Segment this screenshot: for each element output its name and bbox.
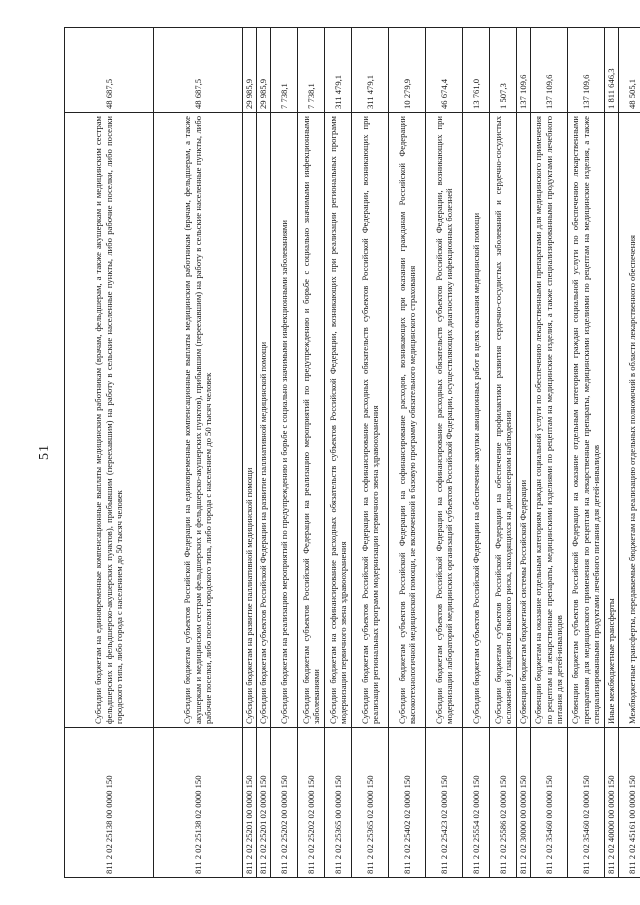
- table-row: [271, 28, 298, 878]
- description-cell: Субсидии бюджетам субъектов Российской Федерации на единовременные компенсационные выплаты медицинским работникам (врачам, фельдшерам, а также акушеркам и медицинским сестрам фельдшерских и фельдшерско-акушерских пунктов), прибывшим (переехавшим) на работу в сельские населенные пункты, либо рабочие поселки, либо поселки городского типа, либо города с населением до 50 тысяч человек: [154, 113, 243, 728]
- amount-cell: 137 109,6: [568, 28, 605, 113]
- budget-code-cell: 811 2 02 25202 02 0000 150: [298, 728, 325, 878]
- table-row: [426, 28, 463, 878]
- description-cell: Субвенции бюджетам бюджетной системы Российской Федерации: [517, 113, 531, 728]
- amount-cell: 13 761,0: [463, 28, 490, 113]
- budget-code-cell: 811 2 02 25402 02 0000 150: [389, 728, 426, 878]
- page-number: 51: [37, 444, 52, 460]
- amount-cell: 7 738,1: [298, 28, 325, 113]
- description-cell: Субсидии бюджетам субъектов Российской Федерации на развитие паллиативной медицинской помощи: [257, 113, 271, 728]
- description-cell: Субсидии бюджетам субъектов Российской Федерации на софинансирование расходных обязательств субъектов Российской Федерации, возникающих при модернизации лабораторий медицинских организаций субъектов Российской Федерации, осуществляющих диагностику инфекционных болезней: [426, 113, 463, 728]
- rotated-table-container: [64, 28, 637, 878]
- amount-cell: 48 505,1: [619, 28, 640, 113]
- budget-code-cell: 811 2 02 40000 00 0000 150: [605, 728, 619, 878]
- description-cell: Субсидии бюджетам на единовременные компенсационные выплаты медицинским работникам (врачам, фельдшерам, а также акушеркам и медицинским сестрам фельдшерских и фельдшерско-акушерских пунктов), прибывшим (переехавшим) на работу в сельские населенные пункты, либо рабочие поселки, либо поселки городского типа, либо города с населением до 50 тысяч человек: [65, 113, 154, 728]
- description-cell: Субсидии бюджетам на реализацию мероприятий по предупреждению и борьбе с социально значимыми инфекционными заболеваниями: [271, 113, 298, 728]
- description-cell: Субсидии бюджетам субъектов Российской Федерации на обеспечение профилактики развития сердечно-сосудистых заболеваний и сердечно-сосудистых осложнений у пациентов высокого риска, находящихся на диспансерном наблюдении: [490, 113, 517, 728]
- budget-code-cell: 811 2 02 35460 02 0000 150: [568, 728, 605, 878]
- table-row: [463, 28, 490, 878]
- table-row: [517, 28, 531, 878]
- description-cell: Субвенции бюджетам субъектов Российской Федерации на оказание отдельным категориям граждан социальной услуги по обеспечению лекарственными препаратами для медицинского применения по рецептам на лекарственные препараты, медицинскими изделиями по рецептам на медицинские изделия, а также специализированными продуктами лечебного питания для детей-инвалидов: [568, 113, 605, 728]
- amount-cell: 46 674,4: [426, 28, 463, 113]
- amount-cell: 10 279,9: [389, 28, 426, 113]
- table-row: [352, 28, 389, 878]
- amount-cell: 311 479,1: [325, 28, 352, 113]
- table-row: [490, 28, 517, 878]
- description-cell: Субсидии бюджетам на софинансирование расходных обязательств субъектов Российской Федерации, возникающих при реализации региональных программ модернизации первичного звена здравоохранения: [325, 113, 352, 728]
- description-cell: Субсидии бюджетам субъектов Российской Федерации на софинансирование расходных обязательств субъектов Российской Федерации, возникающих при реализации региональных программ модернизации первичного звена здравоохранения: [352, 113, 389, 728]
- table-row: [568, 28, 605, 878]
- budget-code-cell: 811 2 02 25201 00 0000 150: [243, 728, 257, 878]
- table-row: [65, 28, 154, 878]
- amount-cell: 48 687,5: [154, 28, 243, 113]
- table-row: [389, 28, 426, 878]
- amount-cell: 311 479,1: [352, 28, 389, 113]
- amount-cell: 29 985,9: [257, 28, 271, 113]
- table-row: [619, 28, 640, 878]
- budget-code-cell: 811 2 02 25138 00 0000 150: [65, 728, 154, 878]
- budget-code-cell: 811 2 02 25202 00 0000 150: [271, 728, 298, 878]
- budget-code-cell: 811 2 02 45161 00 0000 150: [619, 728, 640, 878]
- amount-cell: 29 985,9: [243, 28, 257, 113]
- table-row: [257, 28, 271, 878]
- description-cell: Иные межбюджетные трансферты: [605, 113, 619, 728]
- table-row: [531, 28, 568, 878]
- description-cell: Субсидии бюджетам субъектов Российской Федерации на реализацию мероприятий по предупреждению и борьбе с социально значимыми инфекционными заболеваниями: [298, 113, 325, 728]
- description-cell: Субсидии бюджетам субъектов Российской Федерации на обеспечение закупки авиационных работ в целях оказания медицинской помощи: [463, 113, 490, 728]
- table-row: [154, 28, 243, 878]
- budget-code-cell: 811 2 02 25586 02 0000 150: [490, 728, 517, 878]
- budget-table: [64, 27, 640, 878]
- amount-cell: 1 507,3: [490, 28, 517, 113]
- amount-cell: 1 811 646,3: [605, 28, 619, 113]
- budget-code-cell: 811 2 02 25365 00 0000 150: [325, 728, 352, 878]
- table-row: [605, 28, 619, 878]
- table-row: [243, 28, 257, 878]
- description-cell: Межбюджетные трансферты, передаваемые бюджетам на реализацию отдельных полномочий в области лекарственного обеспечения: [619, 113, 640, 728]
- description-cell: Субсидии бюджетам субъектов Российской Федерации на софинансирование расходов, возникающих при оказании гражданам Российской Федерации высокотехнологичной медицинской помощи, не включенной в базовую программу обязательного медицинского страхования: [389, 113, 426, 728]
- amount-cell: 137 109,6: [531, 28, 568, 113]
- budget-code-cell: 811 2 02 35460 00 0000 150: [531, 728, 568, 878]
- amount-cell: 7 738,1: [271, 28, 298, 113]
- amount-cell: 137 109,6: [517, 28, 531, 113]
- description-cell: Субсидии бюджетам на развитие паллиативной медицинской помощи: [243, 113, 257, 728]
- table-row: [298, 28, 325, 878]
- budget-code-cell: 811 2 02 25423 02 0000 150: [426, 728, 463, 878]
- budget-code-cell: 811 2 02 25201 02 0000 150: [257, 728, 271, 878]
- budget-code-cell: 811 2 02 30000 00 0000 150: [517, 728, 531, 878]
- budget-code-cell: 811 2 02 25554 02 0000 150: [463, 728, 490, 878]
- amount-cell: 48 687,5: [65, 28, 154, 113]
- table-row: [325, 28, 352, 878]
- description-cell: Субвенции бюджетам на оказание отдельным категориям граждан социальной услуги по обеспечению лекарственными препаратами для медицинского применения по рецептам на лекарственные препараты, медицинскими изделиями по рецептам на медицинские изделия, а также специализированными продуктами лечебного питания для детей-инвалидов: [531, 113, 568, 728]
- budget-code-cell: 811 2 02 25138 02 0000 150: [154, 728, 243, 878]
- budget-code-cell: 811 2 02 25365 02 0000 150: [352, 728, 389, 878]
